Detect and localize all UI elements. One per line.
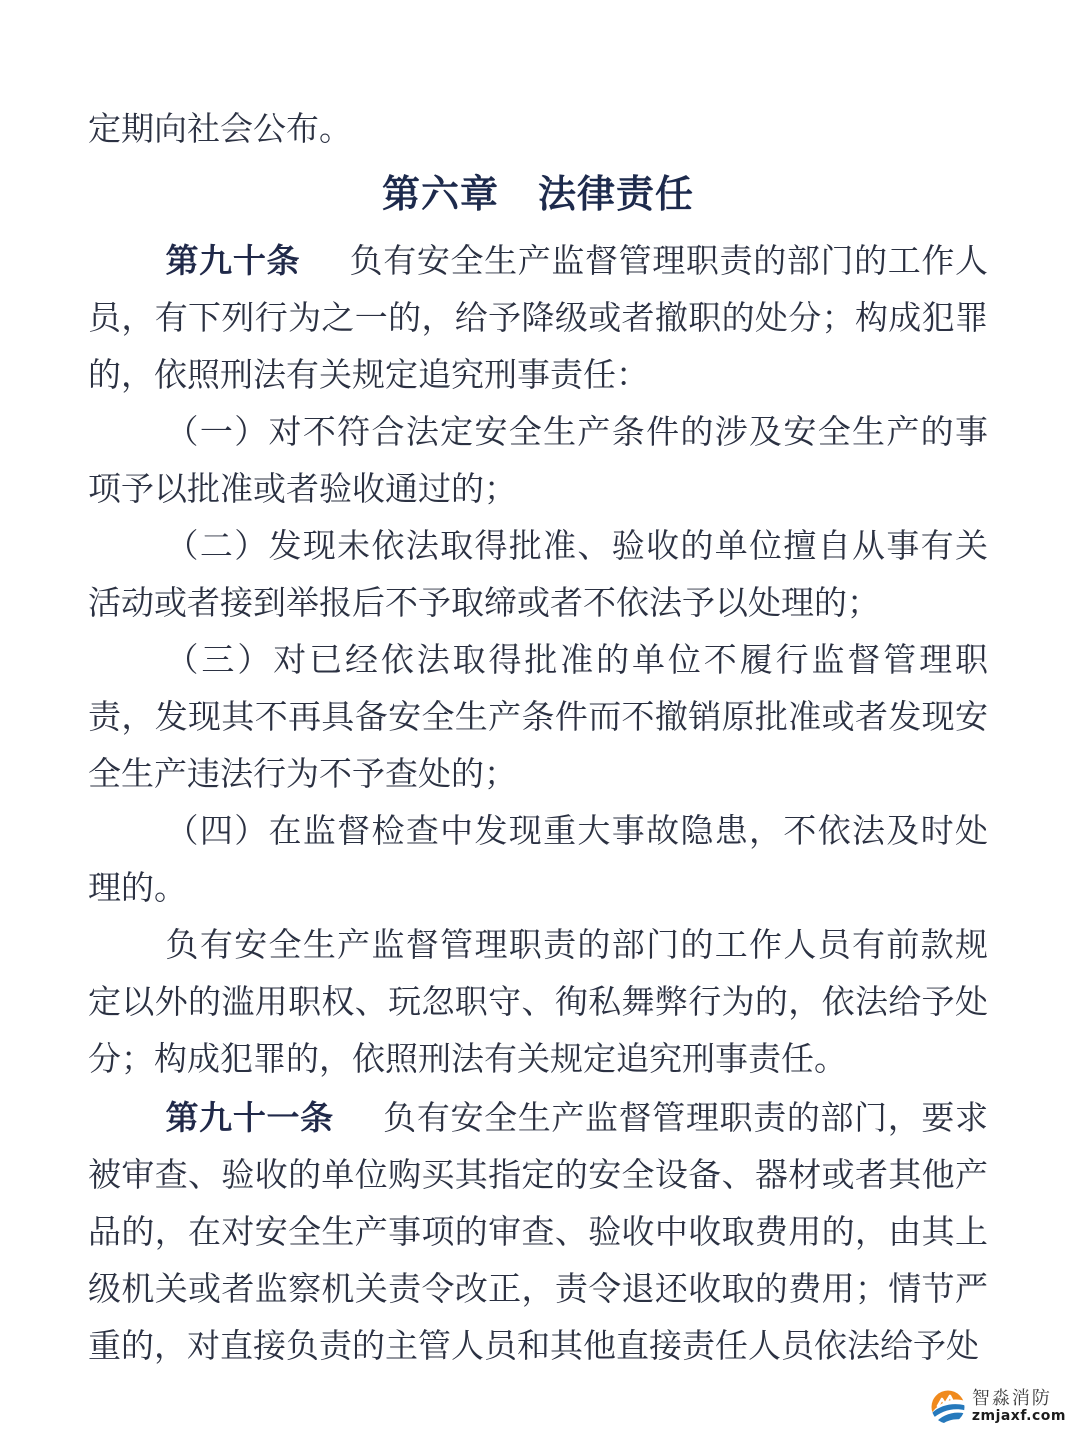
brand-domain: zmjaxf.com xyxy=(971,1408,1066,1424)
law-paragraph xyxy=(88,804,988,918)
watermark xyxy=(931,1389,1066,1424)
law-paragraph xyxy=(88,1089,988,1376)
paragraph-text: 负有安全生产监督管理职责的部门的工作人员，有下列行为之一的，给予降级或者撤职的处分；构成犯罪的，依照刑法有关规定追究刑事责任： xyxy=(88,244,989,394)
law-paragraph xyxy=(88,918,988,1089)
law-paragraph xyxy=(88,405,988,519)
law-paragraph xyxy=(88,232,988,405)
article-number: 第九十一条 xyxy=(165,1099,334,1136)
intro-line: 定期向社会公布。 xyxy=(88,112,352,148)
law-paragraph xyxy=(88,519,988,633)
paragraph-text: （一）对不符合法定安全生产条件的涉及安全生产的事项予以批准或者验收通过的； xyxy=(88,415,988,508)
paragraph-text: （三）对已经依法取得批准的单位不履行监督管理职责，发现其不再具备安全生产条件而不撤销原批准或者发现安全生产违法行为不予查处的； xyxy=(88,643,988,793)
brand-name: 智淼消防 xyxy=(971,1388,1052,1408)
paragraph-text: 负有安全生产监督管理职责的部门，要求被审查、验收的单位购买其指定的安全设备、器材或者其他产品的，在对安全生产事项的审查、验收中收取费用的，由其上级机关或者监察机关责令改正，责令退还收取的费用；情节严重的，对直接负责的主管人员和其他直接责任人员依法给予处 xyxy=(88,1101,989,1365)
article-body xyxy=(88,232,988,1376)
law-paragraph xyxy=(88,633,988,804)
paragraph-text: 负有安全生产监督管理职责的部门的工作人员有前款规定以外的滥用职权、玩忽职守、徇私舞弊行为的，依法给予处分；构成犯罪的，依照刑法有关规定追究刑事责任。 xyxy=(88,928,988,1078)
paragraph-text: （二）发现未依法取得批准、验收的单位擅自从事有关活动或者接到举报后不予取缔或者不依法予以处理的； xyxy=(88,529,988,622)
article-number: 第九十条 xyxy=(165,242,301,279)
chapter-heading: 第六章 法律责任 xyxy=(381,174,694,216)
paragraph-text: （四）在监督检查中发现重大事故隐患，不依法及时处理的。 xyxy=(88,814,988,907)
brand-logo-icon xyxy=(931,1390,965,1424)
